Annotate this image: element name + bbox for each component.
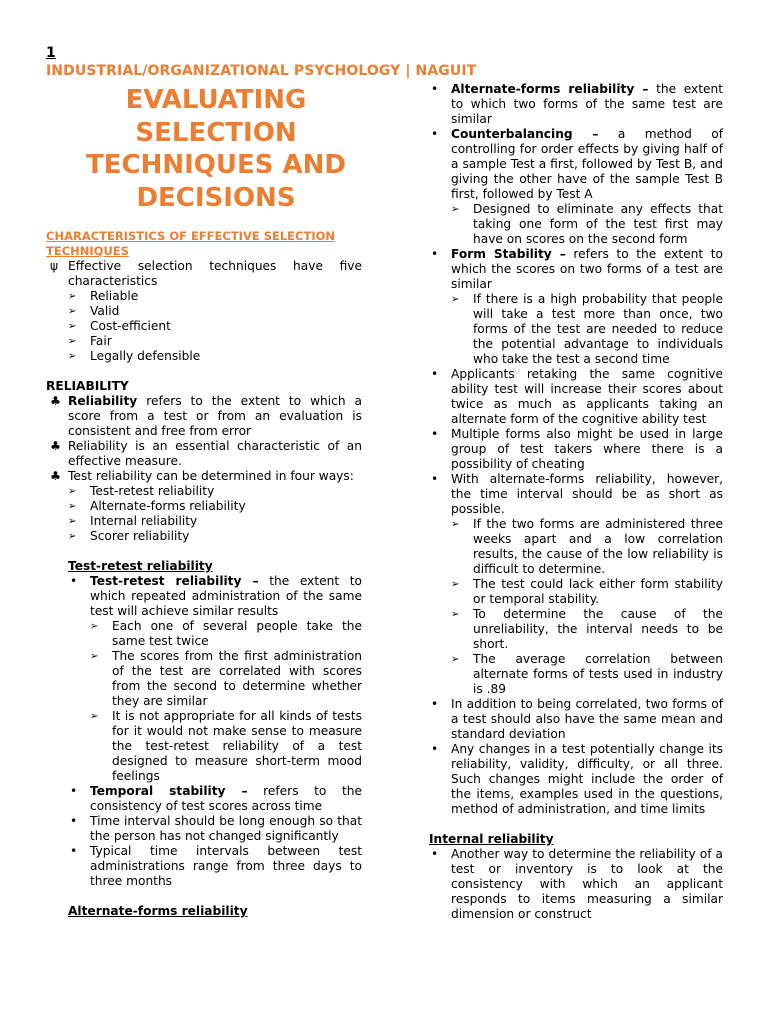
list-item: • Another way to determine the reliability of a test or inventory is to look at the consistency with which an applicant responds to items measuring a similar dimension or construct <box>431 847 723 921</box>
list-item: ➢ Designed to eliminate any effects that taking one form of the test first may have on scores on the second form <box>451 202 723 246</box>
page-number: 1 <box>46 45 56 61</box>
list-item: ➢ Test-retest reliability <box>68 484 215 498</box>
club-bullet-icon: ♣ <box>50 469 61 483</box>
list-item: • Typical time intervals between test administrations range from three days to three months <box>70 844 362 888</box>
arrow-bullet-icon: ➢ <box>90 621 99 632</box>
right-column <box>429 82 723 922</box>
arrow-bullet-icon: ➢ <box>90 711 99 722</box>
list-item: • Test-retest reliability – the extent to which repeated administration of the same test will achieve similar results <box>70 574 362 618</box>
bullet-icon: • <box>431 127 439 141</box>
list-item: ➢ Alternate-forms reliability <box>68 499 246 513</box>
list-item: ➢ The scores from the first administration of the test are correlated with scores from the second to determine whether they are similar <box>90 649 362 708</box>
section-heading-characteristics: CHARACTERISTICS OF EFFECTIVE SELECTION TECHNIQUES <box>46 229 336 258</box>
arrow-bullet-icon: ➢ <box>68 501 77 512</box>
club-bullet-icon: ♣ <box>50 439 61 453</box>
arrow-bullet-icon: ➢ <box>68 531 77 542</box>
list-item: • In addition to being correlated, two forms of a test should also have the same mean and standard deviation <box>431 697 723 741</box>
psi-bullet-icon: ψ <box>50 259 59 273</box>
arrow-bullet-icon: ➢ <box>451 204 460 215</box>
title-line: EVALUATING <box>125 85 307 115</box>
list-item: • Time interval should be long enough so that the person has not changed significantly <box>70 814 362 843</box>
title-line: DECISIONS <box>136 182 296 213</box>
arrow-bullet-icon: ➢ <box>90 651 99 662</box>
subheading-test-retest: Test-retest reliability <box>68 559 213 573</box>
arrow-bullet-icon: ➢ <box>451 294 460 305</box>
list-item: • Multiple forms also might be used in large group of test takers where there is a possibility of cheating <box>431 427 723 471</box>
bullet-icon: • <box>431 367 439 381</box>
arrow-bullet-icon: ➢ <box>68 321 77 332</box>
list-item: ➢ To determine the cause of the unreliability, the interval needs to be short. <box>451 607 723 651</box>
subheading-alternate-forms: Alternate-forms reliability <box>68 904 248 918</box>
bullet-icon: • <box>431 847 439 861</box>
bullet-icon: • <box>431 697 439 711</box>
list-item: ➢ It is not appropriate for all kinds of tests for it would not make sense to measure the test-retest reliability of a test designed to measure short-term mood feelings <box>90 709 362 783</box>
list-item: ➢ Reliable <box>68 289 139 303</box>
list-item: • Form Stability – refers to the extent to which the scores on two forms of a test are similar <box>431 247 723 291</box>
list-item: ➢ Internal reliability <box>68 514 198 528</box>
bullet-icon: • <box>70 784 78 798</box>
arrow-bullet-icon: ➢ <box>451 654 460 665</box>
bullet-icon: • <box>431 82 439 96</box>
list-item: • Temporal stability – refers to the consistency of test scores across time <box>70 784 362 813</box>
subheading-internal-reliability: Internal reliability <box>429 832 554 846</box>
bullet-icon: • <box>431 472 439 486</box>
list-item: ➢ If the two forms are administered three weeks apart and a low correlation results, the cause of the low reliability is difficult to determine. <box>451 517 723 576</box>
bullet-icon: • <box>431 742 439 756</box>
list-item: ➢ The average correlation between alternate forms of tests used in industry is .89 <box>451 652 723 696</box>
bullet-icon: • <box>70 844 78 858</box>
list-item: ♣ Test reliability can be determined in four ways: <box>50 469 354 483</box>
arrow-bullet-icon: ➢ <box>68 306 77 317</box>
list-item: ➢ The test could lack either form stability or temporal stability. <box>451 577 723 606</box>
list-item: • Alternate-forms reliability – the extent to which two forms of the same test are similar <box>431 82 723 126</box>
list-item: ➢ Legally defensible <box>68 349 201 363</box>
arrow-bullet-icon: ➢ <box>68 351 77 362</box>
list-item: ♣ Reliability refers to the extent to which a score from a test or from an evaluation is consistent and free from error <box>50 394 362 438</box>
list-item: • Any changes in a test potentially change its reliability, validity, difficulty, or all three. Such changes might include the order of the items, examples used in the questions, method of administration, and time limits <box>431 742 723 816</box>
list-item: ➢ Valid <box>68 304 120 318</box>
arrow-bullet-icon: ➢ <box>68 291 77 302</box>
list-item: ➢ Each one of several people take the same test twice <box>90 619 362 648</box>
arrow-bullet-icon: ➢ <box>68 336 77 347</box>
list-item: • Counterbalancing – a method of controlling for order effects by giving half of a sample Test a first, followed by Test B, and giving the other have of the sample Test B first, followed by Test A <box>431 127 723 201</box>
list-item: ♣ Reliability is an essential characteristic of an effective measure. <box>50 439 362 468</box>
list-item: • Applicants retaking the same cognitive ability test will increase their scores about twice as much as applicants taking an alternate form of the cognitive ability test <box>431 367 723 426</box>
arrow-bullet-icon: ➢ <box>451 579 460 590</box>
bullet-icon: • <box>431 247 439 261</box>
list-item: ψ Effective selection techniques have five characteristics <box>50 259 362 288</box>
left-column <box>46 229 362 919</box>
arrow-bullet-icon: ➢ <box>68 516 77 527</box>
arrow-bullet-icon: ➢ <box>451 609 460 620</box>
section-heading-reliability: RELIABILITY <box>46 379 129 393</box>
document-title <box>46 84 386 214</box>
list-item: ➢ Scorer reliability <box>68 529 190 543</box>
arrow-bullet-icon: ➢ <box>68 486 77 497</box>
title-line: SELECTION <box>135 117 297 148</box>
club-bullet-icon: ♣ <box>50 394 61 408</box>
bullet-icon: • <box>70 814 78 828</box>
bullet-icon: • <box>431 427 439 441</box>
list-item: ➢ If there is a high probability that people will take a test more than once, two forms of the test are needed to reduce the potential advantage to individuals who take the test a second time <box>451 292 723 366</box>
title-line: TECHNIQUES AND <box>86 150 346 180</box>
bullet-icon: • <box>70 574 78 588</box>
list-item: • With alternate-forms reliability, however, the time interval should be as short as possible. <box>431 472 723 516</box>
document-header: INDUSTRIAL/ORGANIZATIONAL PSYCHOLOGY | NAGUIT <box>46 63 477 79</box>
list-item: ➢ Cost-efficient <box>68 319 171 333</box>
list-item: ➢ Fair <box>68 334 112 348</box>
arrow-bullet-icon: ➢ <box>451 519 460 530</box>
